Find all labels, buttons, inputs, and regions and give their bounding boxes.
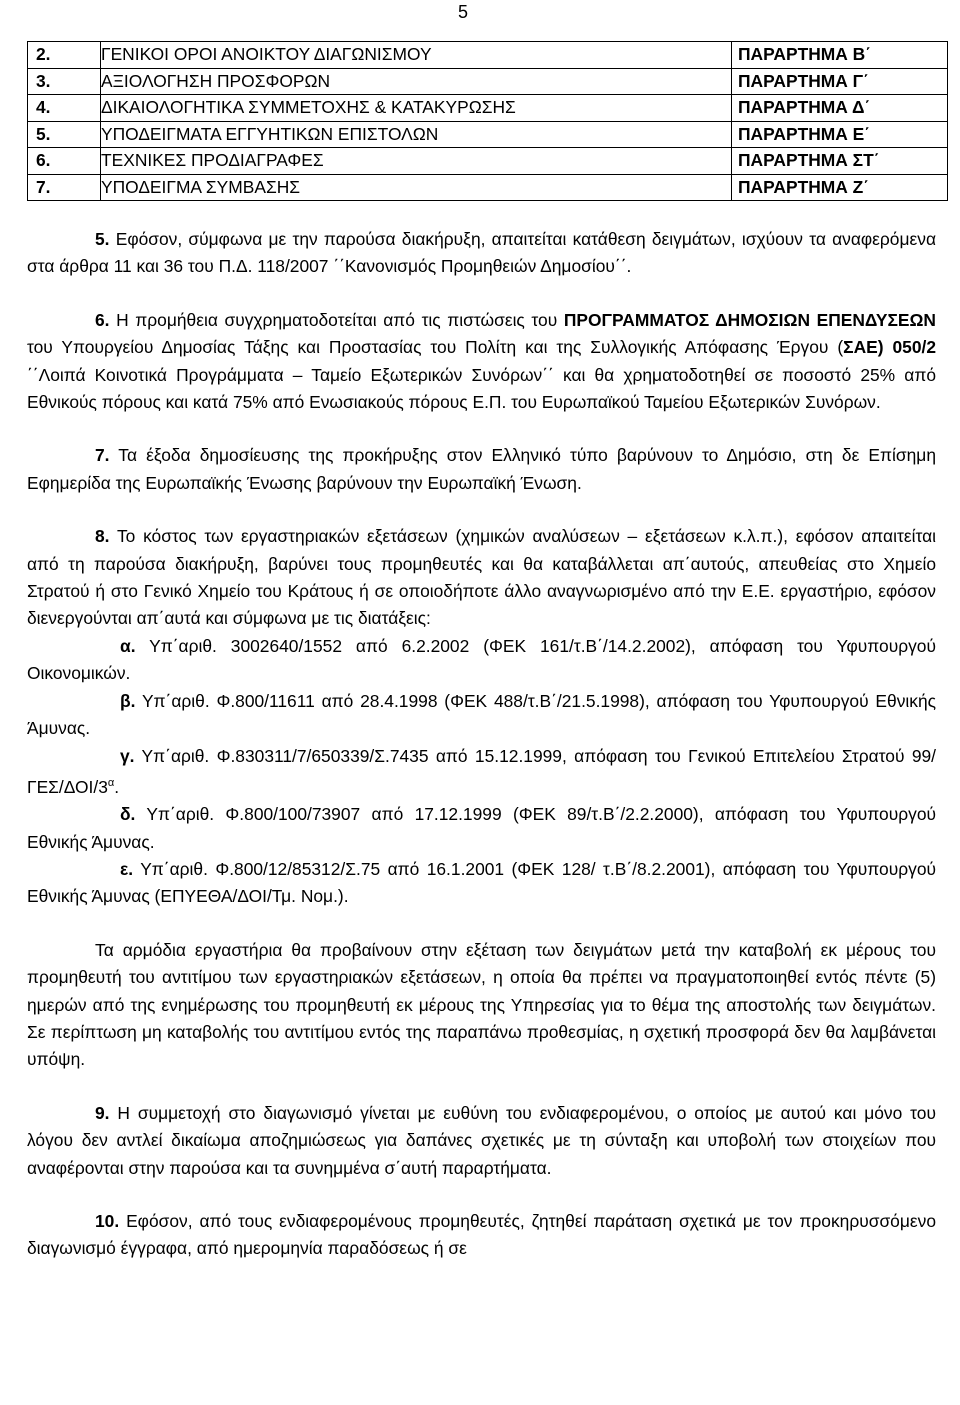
paragraph-10 (27, 1208, 936, 1263)
program-name: ΠΡΟΓΡΑΜΜΑΤΟΣ ΔΗΜΟΣΙΩΝ ΕΠΕΝΔΥΣΕΩΝ (563, 309, 936, 330)
decision-letter: δ. (120, 804, 136, 825)
paragraph-8 (27, 523, 936, 633)
annex-label: ΠΑΡΑΡΤΗΜΑ ΣΤ΄ (732, 148, 948, 175)
decision-text: Υπ΄αριθ. Φ.800/12/85312/Σ.75 από 16.1.2001 (ΦΕΚ 128/ τ.Β΄/8.2.2001), απόφαση του Υφυπουργού Εθνικής Άμυνας (ΕΠΥΕΘΑ/ΔΟΙ/Τμ. Νομ.). (27, 858, 936, 907)
annex-label: ΠΑΡΑΡΤΗΜΑ Γ΄ (732, 68, 948, 95)
decision-letter: β. (120, 690, 136, 711)
page-number: 5 (458, 2, 469, 22)
annex-title: ΥΠΟΔΕΙΓΜΑΤΑ ΕΓΓΥΗΤΙΚΩΝ ΕΠΙΣΤΟΛΩΝ (101, 121, 732, 148)
paragraph-number: 6. (95, 309, 110, 330)
decision-letter: α. (120, 635, 136, 656)
annex-number: 6. (28, 148, 101, 175)
paragraph-text: ΄΄Λοιπά Κοινοτικά Προγράμματα – Ταμείο Εξωτερικών Συνόρων΄΄ και θα χρηματοδοτηθεί σε ποσοστό 25% από Εθνικούς πόρους και κατά 75% από Ενωσιακούς πόρους Ε.Π. του Ευρωπαϊκού Ταμείου Εξωτερικών Συνόρων. (27, 364, 936, 413)
decision-text: Υπ΄αριθ. Φ.830311/7/650339/Σ.7435 από 15.12.1999, απόφαση του Γενικού Επιτελείου Στρατού 99/ΓΕΣ/ΔΟΙ/3 (27, 745, 936, 797)
annex-row (28, 174, 948, 201)
annex-row (28, 95, 948, 122)
paragraph-text: Η προμήθεια συγχρηματοδοτείται από τις πιστώσεις του (109, 309, 564, 330)
decision-item (27, 633, 936, 688)
sae-code: ΣΑΕ) 050/2 (843, 337, 936, 358)
annex-title: ΑΞΙΟΛΟΓΗΣΗ ΠΡΟΣΦΟΡΩΝ (101, 68, 732, 95)
paragraph-9 (27, 1100, 936, 1182)
annex-label: ΠΑΡΑΡΤΗΜΑ Ζ΄ (732, 174, 948, 201)
annex-title: ΓΕΝΙΚΟΙ ΟΡΟΙ ΑΝΟΙΚΤΟΥ ΔΙΑΓΩΝΙΣΜΟΥ (101, 42, 732, 69)
decision-text: Υπ΄αριθ. 3002640/1552 από 6.2.2002 (ΦΕΚ 161/τ.Β΄/14.2.2002), απόφαση του Υφυπουργού Οικονομικών. (27, 635, 936, 684)
paragraph-text: Η συμμετοχή στο διαγωνισμό γίνεται με ευθύνη του ενδιαφερομένου, ο οποίος με αυτού και μόνο του λόγου δεν αντλεί δικαίωμα αποζημιώσεως για δαπάνες σχετικές με τη σύνταξη και υποβολή των στοιχείων που αναφέρονται στην παρούσα και τα συνημμένα σ΄αυτή παραρτήματα. (27, 1102, 936, 1178)
paragraph-5 (27, 226, 936, 281)
lab-paragraph: Τα αρμόδια εργαστήρια θα προβαίνουν στην εξέταση των δειγμάτων μετά την καταβολή εκ μέρους του προμηθευτή του αντιτίμου των εργαστηριακών εξετάσεων, η οποία θα πρέπει να πραγματοποιηθεί εντός πέντε (5) ημερών από της ενημέρωσης του προμηθευτή εκ μέρους της Υπηρεσίας για το θέμα της αποστολής των δειγμάτων. Σε περίπτωση μη καταβολής του αντιτίμου εντός της παραπάνω προθεσμίας, η σχετική προσφορά δεν θα λαμβάνεται υπόψη. (27, 939, 936, 1070)
annex-number: 5. (28, 121, 101, 148)
annex-label: ΠΑΡΑΡΤΗΜΑ Β΄ (732, 42, 948, 69)
paragraph-number: 8. (95, 526, 110, 547)
annex-label: ΠΑΡΑΡΤΗΜΑ Ε΄ (732, 121, 948, 148)
annex-number: 3. (28, 68, 101, 95)
decision-tail: . (114, 776, 120, 797)
annex-row (28, 42, 948, 69)
annex-number: 7. (28, 174, 101, 201)
paragraph-text: Τα έξοδα δημοσίευσης της προκήρυξης στον Ελληνικό τύπο βαρύνουν το Δημόσιο, στη δε Επίσημη Εφημερίδα της Ευρωπαϊκής Ένωσης βαρύνουν την Ευρωπαϊκή Ένωση. (27, 445, 936, 493)
paragraph-text: Το κόστος των εργαστηριακών εξετάσεων (χημικών αναλύσεων – εξετάσεων κ.λ.π.), εφόσον απαιτείται από τη παρούσα διακήρυξη, βαρύνει τους προμηθευτές και θα καταβάλλεται απ΄αυτούς, απευθείας στο Χημείο Στρατού ή στο Γενικό Χημείο του Κράτους ή σε οποιοδήποτε άλλο αναγνωρισμένο από την Ε.Ε. εργαστήριο, εφόσον διενεργούνται απ΄αυτά και σύμφωνα με τις διατάξεις: (27, 526, 936, 629)
paragraph-text: του Υπουργείου Δημοσίας Τάξης και Προστασίας του Πολίτη και της Συλλογικής Απόφασης Έργου ( (27, 337, 844, 358)
annex-label: ΠΑΡΑΡΤΗΜΑ Δ΄ (732, 95, 948, 122)
paragraph-7 (27, 442, 936, 497)
annex-title: ΤΕΧΝΙΚΕΣ ΠΡΟΔΙΑΓΡΑΦΕΣ (101, 148, 732, 175)
annex-title: ΥΠΟΔΕΙΓΜΑ ΣΥΜΒΑΣΗΣ (101, 174, 732, 201)
decision-item (27, 801, 936, 856)
annex-number: 2. (28, 42, 101, 69)
paragraph-number: 5. (95, 229, 110, 249)
decisions-list (27, 633, 936, 911)
paragraph-number: 10. (95, 1210, 120, 1231)
decision-letter: γ. (120, 745, 135, 766)
paragraph-number: 9. (95, 1102, 110, 1123)
annex-title: ΔΙΚΑΙΟΛΟΓΗΤΙΚΑ ΣΥΜΜΕΤΟΧΗΣ & ΚΑΤΑΚΥΡΩΣΗΣ (101, 95, 732, 122)
annex-number: 4. (28, 95, 101, 122)
decision-letter: ε. (120, 858, 134, 879)
annex-row (28, 68, 948, 95)
paragraph-6 (27, 307, 936, 417)
document-body (27, 226, 936, 1263)
decision-text: Υπ΄αριθ. Φ.800/100/73907 από 17.12.1999 (ΦΕΚ 89/τ.Β΄/2.2.2000), απόφαση του Υφυπουργού Εθνικής Άμυνας. (27, 804, 936, 852)
decision-text: Υπ΄αριθ. Φ.800/11611 από 28.4.1998 (ΦΕΚ 488/τ.Β΄/21.5.1998), απόφαση του Υφυπουργού Εθνικής Άμυνας. (27, 690, 936, 739)
paragraph-number: 7. (95, 445, 110, 466)
decision-item (27, 743, 936, 802)
paragraph-text: Εφόσον, από τους ενδιαφερομένους προμηθευτές, ζητηθεί παράταση σχετικά με τον προκηρυσσόμενο διαγωνισμό έγγραφα, από ημερομηνία παραδόσεως ή σε (27, 1210, 936, 1259)
decision-superscript: α (107, 776, 115, 789)
annex-row (28, 148, 948, 175)
paragraph-text: Εφόσον, σύμφωνα με την παρούσα διακήρυξη, απαιτείται κατάθεση δειγμάτων, ισχύουν τα αναφερόμενα στα άρθρα 11 και 36 του Π.Δ. 118/2007 ΄΄Κανονισμός Προμηθειών Δημοσίου΄΄. (27, 229, 936, 277)
decision-item (27, 856, 936, 911)
annex-table (27, 41, 948, 201)
annex-row (28, 121, 948, 148)
decision-item (27, 688, 936, 743)
